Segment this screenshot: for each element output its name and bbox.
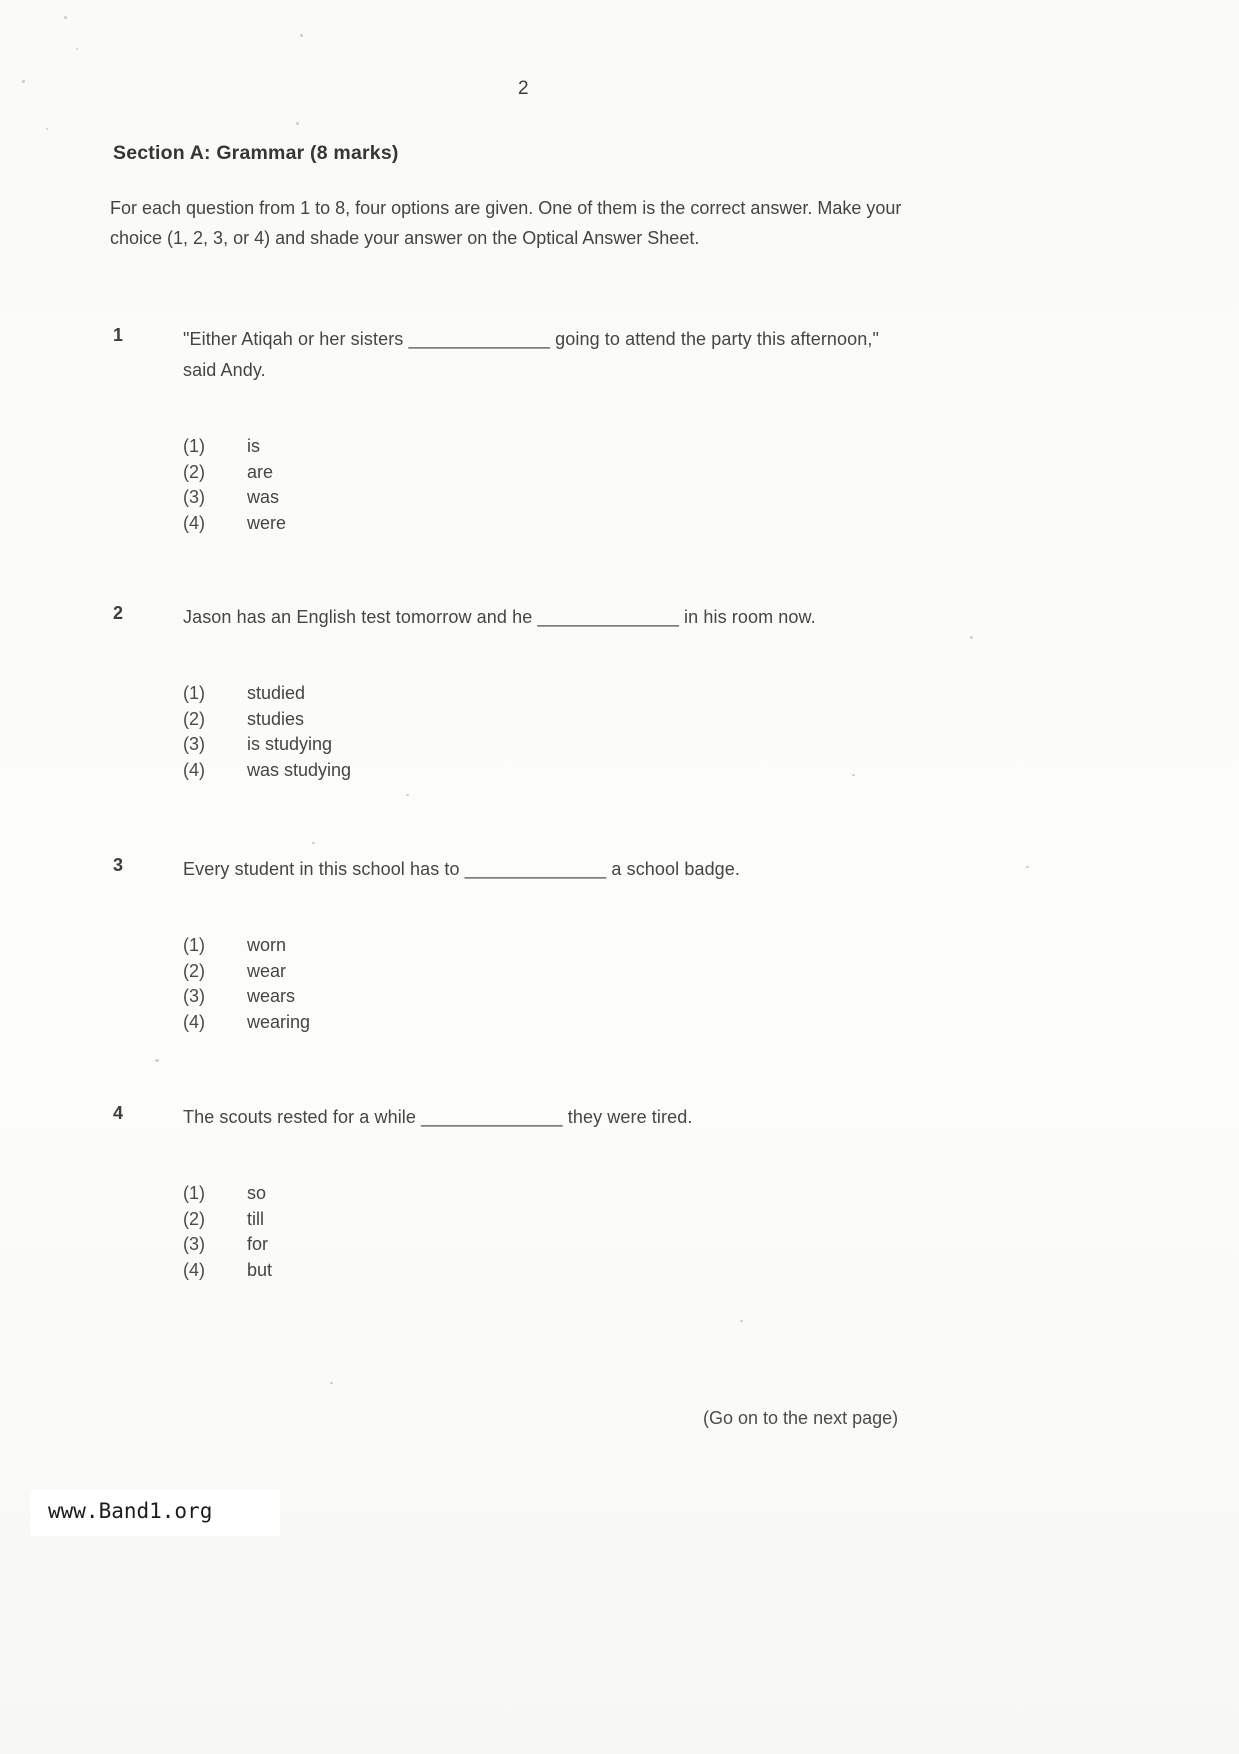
option-row — [183, 1258, 898, 1284]
option-label: (1) — [183, 935, 205, 955]
page-number: 2 — [518, 78, 529, 99]
option-row — [183, 681, 898, 707]
option-label: (4) — [183, 512, 205, 533]
option-text: studies — [247, 708, 305, 729]
option-row — [183, 933, 898, 959]
option-row — [183, 758, 898, 784]
question-text: "Either Atiqah or her sisters ______________ going to attend the party this afternoon," said Andy. — [183, 329, 879, 380]
option-label: (2) — [183, 708, 205, 729]
question-text: Jason has an English test tomorrow and he ______________ in his room now. — [183, 607, 816, 627]
question-2 — [113, 602, 973, 783]
question-number: 3 — [113, 855, 124, 875]
options-list — [183, 1181, 898, 1283]
question-number: 1 — [113, 325, 124, 345]
option-label: (1) — [183, 436, 205, 456]
option-label: (4) — [183, 1011, 205, 1032]
scan-artifact — [76, 48, 78, 50]
option-row — [183, 1181, 898, 1207]
options-list — [183, 933, 898, 1035]
option-label: (2) — [183, 1208, 205, 1229]
options-list — [183, 681, 898, 783]
section-instructions: For each question from 1 to 8, four options are given. One of them is the correct answer. Make your choice (1, 2, 3, or 4) and shade your answer on the Optical Answer Sheet. — [110, 198, 902, 248]
option-row — [183, 460, 898, 486]
option-row — [183, 511, 898, 537]
option-text: worn — [247, 935, 287, 955]
question-4 — [113, 1102, 973, 1283]
question-number: 4 — [113, 1103, 124, 1123]
option-row — [183, 732, 898, 758]
option-text: was — [247, 487, 280, 508]
option-row — [183, 707, 898, 733]
option-text: was studying — [247, 759, 352, 780]
continue-note: (Go on to the next page) — [703, 1408, 899, 1428]
option-row — [183, 984, 898, 1010]
option-row — [183, 1010, 898, 1036]
question-3 — [113, 854, 973, 1035]
option-row — [183, 434, 898, 460]
section-title: Section A: Grammar (8 marks) — [113, 142, 399, 164]
scan-artifact — [64, 16, 67, 19]
option-row — [183, 1207, 898, 1233]
scan-artifact — [296, 122, 299, 125]
option-label: (3) — [183, 986, 205, 1007]
option-label: (1) — [183, 1183, 205, 1203]
option-label: (3) — [183, 487, 205, 508]
option-text: so — [247, 1183, 267, 1203]
scan-artifact — [300, 34, 303, 37]
site-watermark: www.Band1.org — [48, 1499, 213, 1523]
option-text: are — [247, 461, 274, 482]
option-text: for — [247, 1234, 269, 1255]
scan-artifact — [330, 1382, 333, 1384]
option-label: (3) — [183, 734, 205, 755]
option-text: but — [247, 1259, 273, 1280]
option-row — [183, 485, 898, 511]
question-text: Every student in this school has to ______________ a school badge. — [183, 859, 740, 879]
question-text: The scouts rested for a while ______________ they were tired. — [183, 1107, 693, 1127]
option-text: were — [247, 512, 287, 533]
scan-artifact — [1026, 866, 1029, 868]
option-label: (1) — [183, 683, 205, 703]
option-label: (3) — [183, 1234, 205, 1255]
option-row — [183, 959, 898, 985]
option-label: (4) — [183, 759, 205, 780]
option-text: is — [247, 436, 260, 456]
option-label: (2) — [183, 960, 205, 981]
scan-artifact — [22, 80, 25, 83]
scan-artifact — [740, 1320, 743, 1322]
option-row — [183, 1232, 898, 1258]
option-text: wearing — [247, 1011, 311, 1032]
option-text: wear — [247, 960, 287, 981]
scan-artifact — [46, 128, 48, 130]
option-text: studied — [247, 683, 306, 703]
option-text: wears — [247, 986, 296, 1007]
options-list — [183, 434, 898, 536]
option-label: (2) — [183, 461, 205, 482]
scan-artifact — [155, 1059, 159, 1062]
question-number: 2 — [113, 603, 124, 623]
scan-artifact — [312, 842, 315, 844]
option-text: till — [247, 1208, 264, 1229]
question-1 — [113, 324, 973, 536]
option-text: is studying — [247, 734, 333, 755]
option-label: (4) — [183, 1259, 205, 1280]
scan-artifact — [406, 794, 409, 796]
